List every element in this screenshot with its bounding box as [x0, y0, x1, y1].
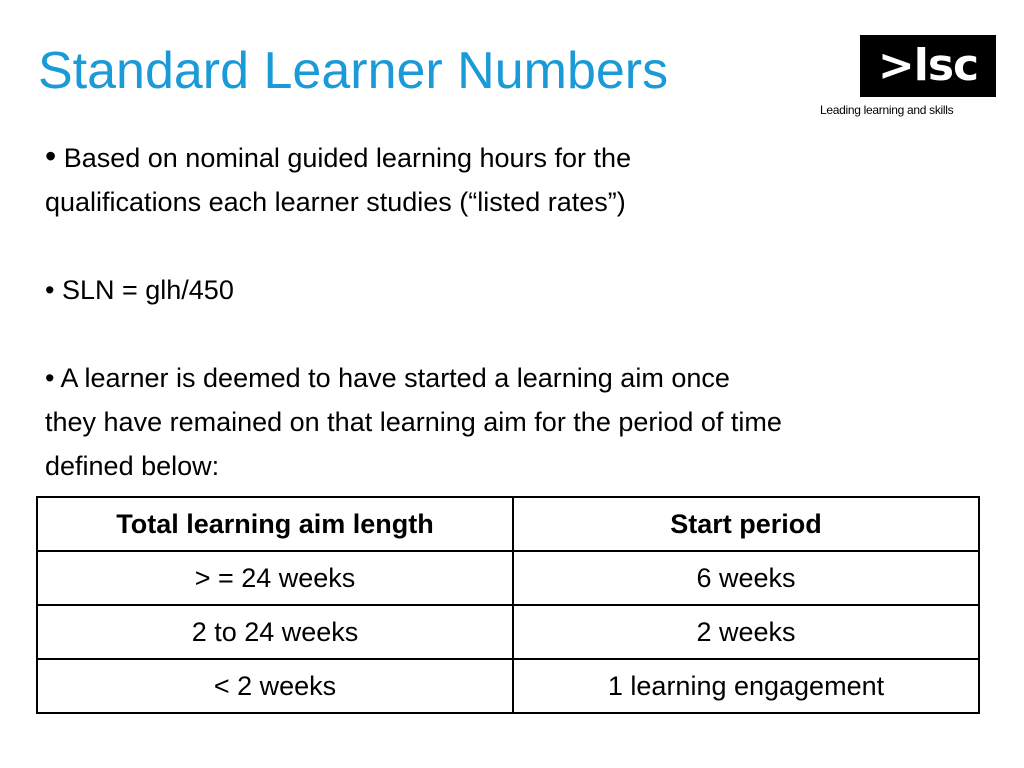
- table-row: [37, 605, 979, 659]
- cell-start-period: 2 weeks: [513, 605, 979, 659]
- bullet-marker: •: [45, 138, 57, 174]
- bullet-item-start-line3: defined below:: [45, 451, 220, 481]
- cell-length: < 2 weeks: [37, 659, 513, 713]
- spacer: [45, 312, 995, 356]
- bullet-item-glh: [45, 134, 995, 180]
- slide-title: Standard Learner Numbers: [38, 42, 669, 100]
- cell-start-period: 6 weeks: [513, 551, 979, 605]
- table-row: [37, 551, 979, 605]
- start-period-table: [36, 496, 980, 714]
- bullet-item-start-line2: they have remained on that learning aim for the period of time: [45, 407, 782, 437]
- header-start-period: Start period: [513, 497, 979, 551]
- bullet-item-glh-line2: qualifications each learner studies (“listed rates”): [45, 187, 626, 217]
- lsc-logo-mark: >lsc: [860, 35, 996, 97]
- bullet-item-start-line1: • A learner is deemed to have started a learning aim once: [45, 363, 730, 393]
- table-header-row: [37, 497, 979, 551]
- bullet-list: [45, 134, 995, 488]
- spacer: [45, 224, 995, 268]
- cell-length: 2 to 24 weeks: [37, 605, 513, 659]
- lsc-logo-tagline: Leading learning and skills: [820, 103, 954, 117]
- cell-start-period: 1 learning engagement: [513, 659, 979, 713]
- table-row: [37, 659, 979, 713]
- bullet-item-sln: • SLN = glh/450: [45, 275, 234, 305]
- cell-length: > = 24 weeks: [37, 551, 513, 605]
- bullet-item-glh-line1: Based on nominal guided learning hours for the: [56, 143, 632, 173]
- header-total-length: Total learning aim length: [37, 497, 513, 551]
